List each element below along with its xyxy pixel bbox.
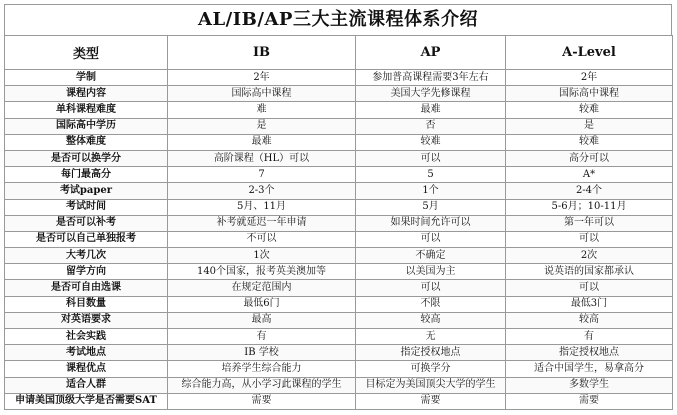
table-row [5,296,673,312]
ap-cell: 最难 [356,102,506,118]
alevel-cell: 较高 [506,312,673,328]
table-row [5,134,673,150]
table-row [5,231,673,247]
row-label: 考试地点 [5,345,168,361]
ap-cell: 指定授权地点 [356,345,506,361]
row-label: 大考几次 [5,248,168,264]
table-row [5,150,673,166]
ap-cell: 可以 [356,280,506,296]
row-label: 是否可以补考 [5,215,168,231]
ib-cell: 最难 [168,134,356,150]
row-label: 单科课程难度 [5,102,168,118]
ib-cell: 需要 [168,393,356,409]
row-label: 对英语要求 [5,312,168,328]
ap-cell: 无 [356,329,506,345]
table-row [5,248,673,264]
ap-cell: 5月 [356,199,506,215]
header-type: 类型 [5,36,168,70]
alevel-cell: 可以 [506,231,673,247]
table-row [5,264,673,280]
row-label: 课程内容 [5,86,168,102]
ib-cell: 5月、11月 [168,199,356,215]
header-alevel: A-Level [506,36,673,70]
row-label: 是否可以自己单独报考 [5,231,168,247]
row-label: 申请美国顶级大学是否需要SAT [5,393,168,409]
alevel-cell: 指定授权地点 [506,345,673,361]
ib-cell: 在规定范围内 [168,280,356,296]
ap-cell: 较难 [356,134,506,150]
ib-cell: 2-3个 [168,183,356,199]
ib-cell: 7 [168,167,356,183]
ib-cell: 有 [168,329,356,345]
row-label: 科目数量 [5,296,168,312]
ap-cell: 否 [356,118,506,134]
alevel-cell: 2年 [506,70,673,86]
ib-cell: 培养学生综合能力 [168,361,356,377]
comparison-table [4,35,673,410]
alevel-cell: 较难 [506,134,673,150]
ap-cell: 不确定 [356,248,506,264]
alevel-cell: 需要 [506,393,673,409]
table-row [5,312,673,328]
row-label: 考试paper [5,183,168,199]
alevel-cell: 有 [506,329,673,345]
ap-cell: 以美国为主 [356,264,506,280]
ap-cell: 可以 [356,150,506,166]
ib-cell: 最低6门 [168,296,356,312]
table-row [5,361,673,377]
ib-cell: 2年 [168,70,356,86]
ib-cell: 不可以 [168,231,356,247]
alevel-cell: 说英语的国家都承认 [506,264,673,280]
ib-cell: 1次 [168,248,356,264]
table-row [5,102,673,118]
table-row [5,118,673,134]
alevel-cell: 最低3门 [506,296,673,312]
ap-cell: 可换学分 [356,361,506,377]
alevel-cell: 较难 [506,102,673,118]
ap-cell: 1个 [356,183,506,199]
table-row [5,393,673,409]
row-label: 是否可以换学分 [5,150,168,166]
table-row [5,199,673,215]
ib-cell: 难 [168,102,356,118]
table-row [5,86,673,102]
ap-cell: 如果时间允许可以 [356,215,506,231]
alevel-cell: 国际高中课程 [506,86,673,102]
row-label: 社会实践 [5,329,168,345]
ib-cell: 综合能力高，从小学习此课程的学生 [168,377,356,393]
ib-cell: 是 [168,118,356,134]
row-label: 留学方向 [5,264,168,280]
row-label: 每门最高分 [5,167,168,183]
row-label: 整体难度 [5,134,168,150]
alevel-cell: 高分可以 [506,150,673,166]
row-label: 是否可自由选课 [5,280,168,296]
table-body [5,70,673,410]
ib-cell: IB 学校 [168,345,356,361]
alevel-cell: 适合中国学生，易拿高分 [506,361,673,377]
table-row [5,215,673,231]
table-row [5,377,673,393]
table-row [5,280,673,296]
row-label: 学制 [5,70,168,86]
header-ap: AP [356,36,506,70]
ap-cell: 可以 [356,231,506,247]
ib-cell: 高阶课程（HL）可以 [168,150,356,166]
row-label: 课程优点 [5,361,168,377]
page-title: AL/IB/AP三大主流课程体系介绍 [4,4,672,35]
table-row [5,167,673,183]
header-ib: IB [168,36,356,70]
ib-cell: 国际高中课程 [168,86,356,102]
alevel-cell: 是 [506,118,673,134]
alevel-cell: 2-4个 [506,183,673,199]
row-label: 适合人群 [5,377,168,393]
ap-cell: 美国大学先修课程 [356,86,506,102]
ib-cell: 补考就延迟一年申请 [168,215,356,231]
ap-cell: 需要 [356,393,506,409]
alevel-cell: 2次 [506,248,673,264]
ap-cell: 参加普高课程需要3年左右 [356,70,506,86]
table-row [5,345,673,361]
alevel-cell: A* [506,167,673,183]
alevel-cell: 可以 [506,280,673,296]
alevel-cell: 多数学生 [506,377,673,393]
row-label: 国际高中学历 [5,118,168,134]
ap-cell: 较高 [356,312,506,328]
table-header-row [5,36,673,70]
table-row [5,70,673,86]
ib-cell: 最高 [168,312,356,328]
ap-cell: 目标定为美国顶尖大学的学生 [356,377,506,393]
table-row [5,329,673,345]
ap-cell: 5 [356,167,506,183]
comparison-document [4,4,672,410]
ib-cell: 140个国家，报考英美澳加等 [168,264,356,280]
table-row [5,183,673,199]
alevel-cell: 第一年可以 [506,215,673,231]
ap-cell: 不限 [356,296,506,312]
alevel-cell: 5-6月；10-11月 [506,199,673,215]
row-label: 考试时间 [5,199,168,215]
